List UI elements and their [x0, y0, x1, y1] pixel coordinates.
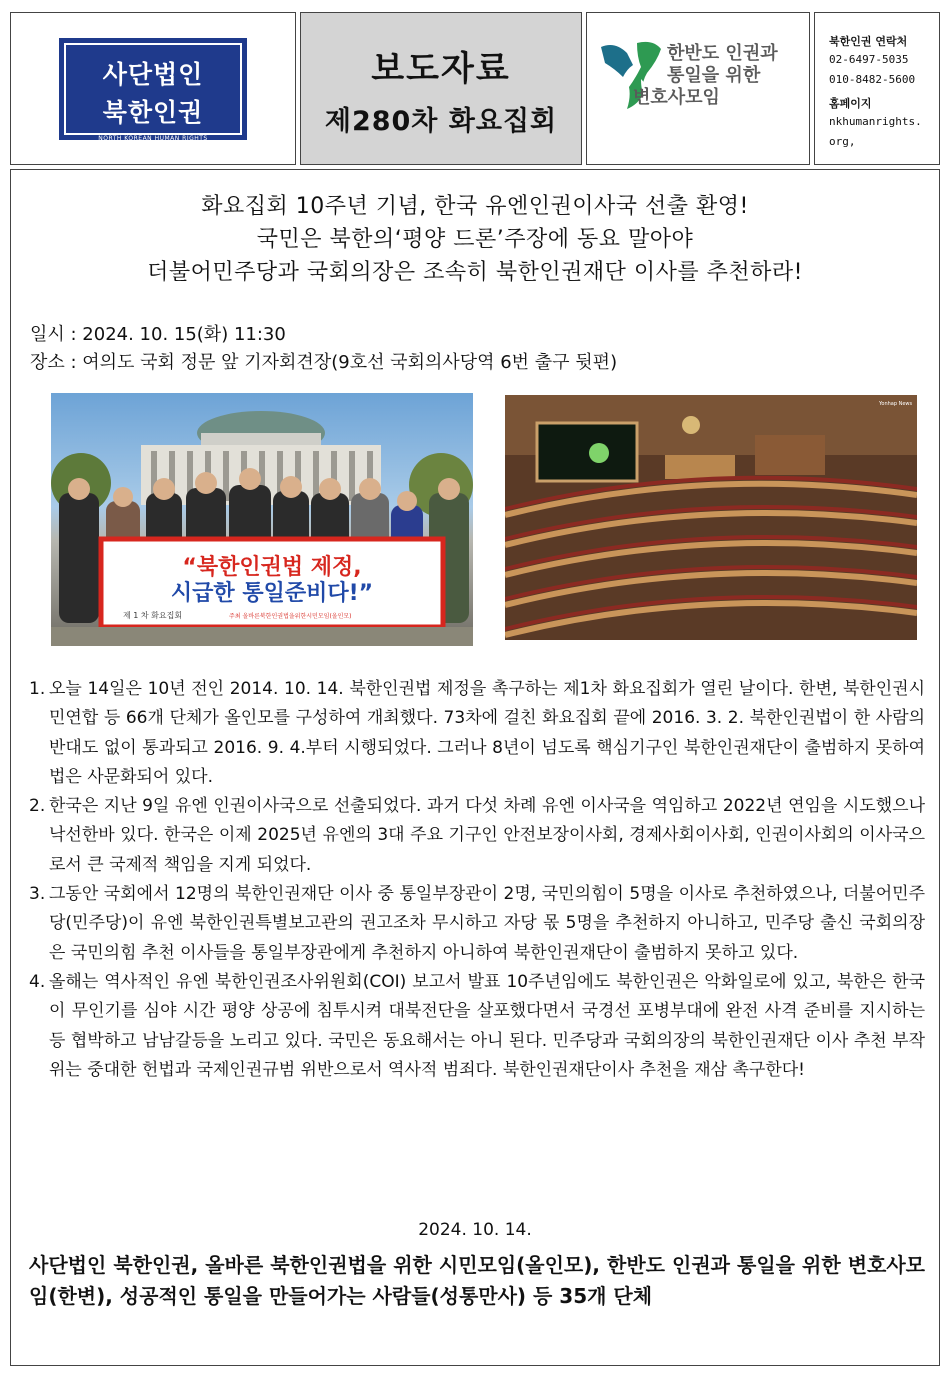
contact-phone-1: 02-6497-5035: [829, 53, 909, 66]
statement-items: [29, 675, 925, 1085]
rally-number: 제280차 화요집회: [324, 106, 558, 137]
signing-organizations: 사단법인 북한인권, 올바른 북한인권법을 위한 시민모임(올인모), 한반도 인권과 통일을 위한 변호사모임(한변), 성공적인 통일을 만들어가는 사람들(성통만사) 등 35개 단체: [29, 1253, 925, 1308]
homepage-url-2: org,: [829, 135, 856, 148]
item-text: 한국은 지난 9일 유엔 인권이사국으로 선출되었다. 과거 다섯 차례 유엔 이사국을 역임하고 2022년 연임을 시도했으나 낙선한바 있다. 한국은 이제 2025년 유엔의 3대 주요 기구인 안전보장이사회, 경제사회이사회, 인권이사회의 이사국으로서 큰 국제적 책임을 지게 되었다.: [49, 796, 925, 875]
press-release-body: [10, 169, 940, 1366]
item-text: 올해는 역사적인 유엔 북한인권조사위원회(COI) 보고서 발표 10주년임에도 북한인권은 악화일로에 있고, 북한은 한국이 무인기를 심야 시간 평양 상공에 침투시켜 대북전단을 살포했다면서 국경선 포병부대에 완전 사격 준비를 지시하는 등 협박하고 남남갈등을 노리고 있다. 국민은 동요해서는 아니 된다. 민주당과 국회의장의 북한인권재단 이사 추천 부작위는 중대한 헌법과 국제인권규범 위반으로서 역사적 범죄다. 북한인권재단이사 추천을 재삼 촉구한다!: [49, 971, 925, 1080]
item-number: 1.: [29, 679, 46, 699]
event-place: 장소 : 여의도 국회 정문 앞 기자회견장(9호선 국회의사당역 6번 출구 뒷편): [30, 352, 618, 373]
statement-item-3: [29, 880, 925, 968]
banner-sponsor: 주최 올바른북한인권법을위한시민모임(올인모): [229, 613, 352, 620]
headline-line-3: 더불어민주당과 국회의장은 조속히 북한인권재단 이사를 추천하라!: [147, 260, 803, 285]
nkhr-logo-line2: 북한인권: [102, 98, 204, 127]
assembly-hall-illustration: [505, 395, 917, 640]
item-number: 4.: [29, 971, 46, 992]
item-number: 3.: [29, 884, 46, 905]
item-text: 그동안 국회에서 12명의 북한인권재단 이사 중 통일부장관이 2명, 국민의힘이 5명을 이사로 추천하였으나, 더불어민주당(민주당)이 유엔 북한인권특별보고관의 권고조차 무시하고 자당 몫 5명을 추천하지 아니하고, 민주당 출신 국회의장은 국민의힘 추천 이사들을 통일부장관에게 추천하지 아니하여 북한인권재단이 출범하지 못하고 있다.: [49, 884, 925, 963]
nkhr-logo: [59, 38, 247, 140]
logo-box-right: [586, 12, 810, 165]
press-title-box: [300, 12, 582, 165]
lawyers-logo-line2: 통일을 위한: [667, 65, 761, 86]
item-text: 오늘 14일은 10년 전인 2014. 10. 14. 북한인권법 제정을 촉구하는 제1차 화요집회가 열린 날이다. 한변, 북한인권시민연합 등 66개 단체가 올인모를 구성하여 개최했다. 73차에 걸친 화요집회 끝에 2016. 3. 2. 북한인권법이 한 사람의 반대도 없이 통과되고 2016. 9. 4.부터 시행되었다. 그러나 8년이 넘도록 핵심기구인 북한인권재단이 출범하지 못하여 법은 사문화되어 있다.: [49, 679, 925, 787]
rally-photo-illustration: [51, 393, 473, 646]
headline-line-2: 국민은 북한의‘평양 드론’주장에 동요 말아야: [256, 227, 694, 252]
statement-item-1: [29, 675, 925, 792]
event-date: 일시 : 2024. 10. 15(화) 11:30: [30, 324, 286, 345]
statement-item-2: [29, 792, 925, 880]
header: [10, 12, 940, 165]
assembly-hall-photo: [505, 395, 917, 640]
nkhr-logo-line1: 사단법인: [102, 60, 204, 89]
contact-label: 북한인권 연락처: [829, 35, 908, 48]
headline: [11, 190, 939, 289]
signature-date: 2024. 10. 14.: [418, 1220, 532, 1240]
lawyers-logo-line3: 변호사모임: [633, 87, 720, 108]
homepage-url-1: nkhumanrights.: [829, 115, 922, 128]
homepage-label: 홈페이지: [829, 97, 872, 110]
banner-footer: 제 1 차 화요집회: [123, 611, 183, 620]
rally-photo: [51, 393, 473, 646]
lawyers-logo-line1: 한반도 인권과: [667, 43, 778, 64]
item-number: 2.: [29, 796, 46, 817]
banner-line-1: “북한인권법 제정,: [182, 555, 362, 580]
headline-line-1: 화요집회 10주년 기념, 한국 유엔인권이사국 선출 환영!: [201, 194, 749, 219]
banner-line-2: 시급한 통일준비다!”: [170, 581, 374, 606]
press-release-title: 보도자료: [371, 49, 511, 89]
contact-box: [814, 12, 940, 165]
logo-box-left: [10, 12, 296, 165]
nkhr-logo-line3: NORTH KOREAN HUMAN RIGHTS: [98, 135, 208, 142]
statement-item-4: [29, 968, 925, 1085]
contact-phone-2: 010-8482-5600: [829, 73, 916, 86]
news-watermark: Yonhap News: [879, 401, 913, 407]
